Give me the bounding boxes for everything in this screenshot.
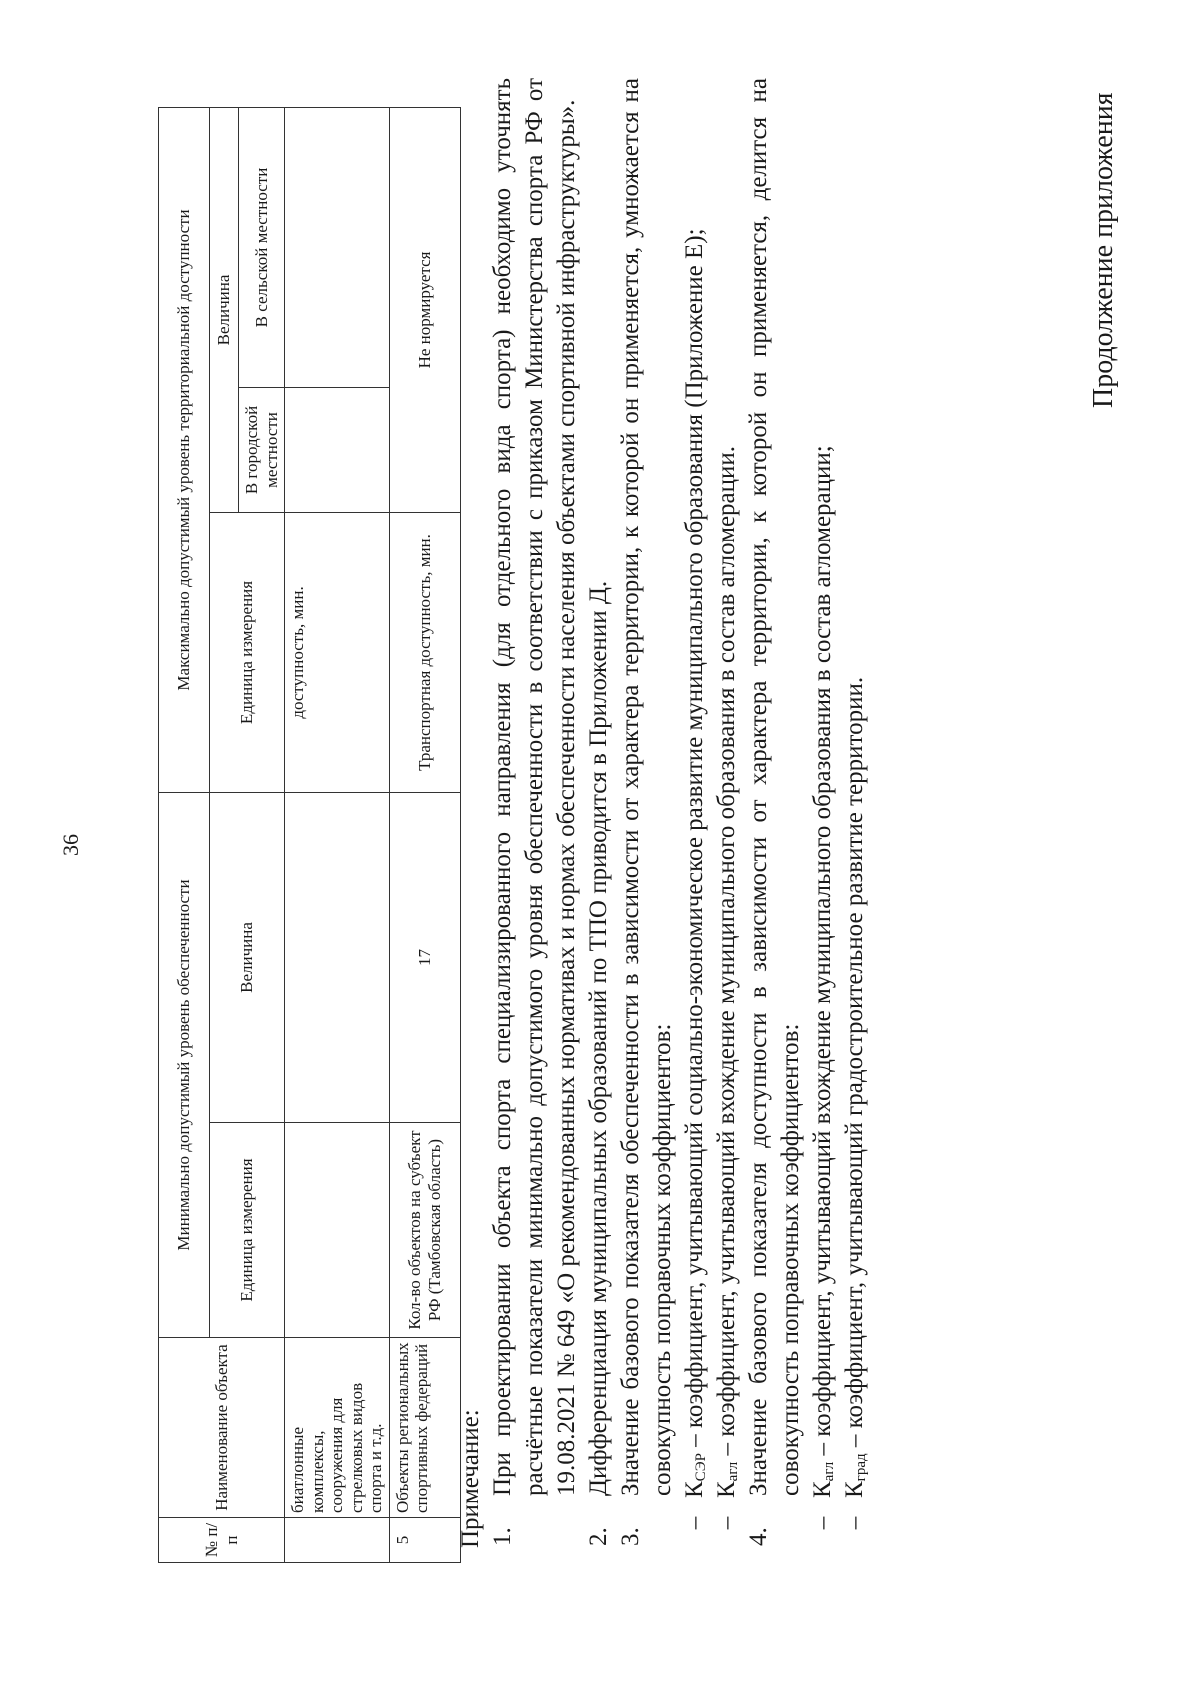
continuation-title: Продолжение приложения bbox=[1088, 92, 1119, 408]
note-text: Значение базового показателя обеспеченности в зависимости от характера территории, к которой он применяется, умножается на совокупность поправочных коэффициентов: bbox=[617, 78, 676, 1496]
header-unit: Единица измерения bbox=[210, 1123, 285, 1338]
header-num: № п/п bbox=[159, 1518, 285, 1563]
bullet-dash: – bbox=[681, 1516, 708, 1530]
note-text: При проектировании объекта спорта специализированного направления (для отдельного вида спорта) необходимо уточнять расчётные показатели минимально допустимого уровня обеспеченности в соответствии с приказом Министерства спорта РФ от 19.08.2021 № 649 «О рекомендованных нормативах и нормах обеспеченности населения объектами спортивной инфраструктуры». bbox=[489, 78, 580, 1496]
coefficient-symbol: К bbox=[681, 1481, 708, 1498]
coefficient-subscript: агл bbox=[821, 1461, 837, 1482]
header-min-level: Минимально допустимый уровень обеспеченности bbox=[159, 792, 210, 1337]
norms-table bbox=[158, 107, 461, 1563]
header-value: Величина bbox=[210, 792, 285, 1122]
coefficient-subscript: СЭР bbox=[693, 1453, 709, 1482]
table-row bbox=[389, 107, 460, 1562]
header-rural: В сельской местности bbox=[239, 107, 285, 387]
note-number: 1. bbox=[489, 1527, 516, 1546]
coefficient-subscript: град bbox=[853, 1453, 869, 1482]
coefficient-subscript: агл bbox=[725, 1461, 741, 1482]
header-name: Наименование объекта bbox=[159, 1338, 285, 1518]
note-text: Значение базового показателя доступности в зависимости от характера территории, к которой он применяется, делится на совокупность поправочных коэффициентов: bbox=[745, 78, 804, 1496]
cell-urban bbox=[285, 387, 390, 512]
cell-num bbox=[285, 1518, 390, 1563]
header-urban: В городской местности bbox=[239, 387, 285, 512]
table-row bbox=[285, 107, 390, 1562]
coefficient-text: – коэффициент, учитывающий социально-экономическое развитие муниципального образования (Приложение Е); bbox=[681, 228, 708, 1454]
header-max-level: Максимально допустимый уровень территориальной доступности bbox=[159, 107, 210, 792]
coefficient-text: – коэффициент, учитывающий градостроительное развитие территории. bbox=[841, 676, 868, 1454]
cell-num: 5 bbox=[389, 1518, 460, 1563]
bullet-dash: – bbox=[809, 1516, 836, 1530]
cell-access-unit: доступность, мин. bbox=[285, 512, 390, 792]
cell-name: биатлонные комплексы, сооружения для стрелковых видов спорта и т.д. bbox=[285, 1338, 390, 1518]
coefficient-item bbox=[807, 78, 839, 1548]
coefficient-item bbox=[679, 78, 711, 1548]
cell-value: 17 bbox=[389, 792, 460, 1122]
cell-unit bbox=[285, 1123, 390, 1338]
header-value2: Величина bbox=[210, 107, 239, 512]
coefficient-symbol: К bbox=[713, 1481, 740, 1498]
note-number: 4. bbox=[745, 1527, 772, 1546]
bullet-dash: – bbox=[841, 1516, 868, 1530]
coefficient-symbol: К bbox=[809, 1481, 836, 1498]
notes-title: Примечание: bbox=[457, 1409, 484, 1548]
cell-value bbox=[285, 792, 390, 1122]
cell-name: Объекты региональных спортивных федераций bbox=[389, 1338, 460, 1518]
coefficient-item bbox=[711, 78, 743, 1548]
notes-section bbox=[455, 78, 871, 1548]
note-item bbox=[487, 78, 583, 1548]
page-number: 36 bbox=[58, 834, 83, 856]
bullet-dash: – bbox=[713, 1516, 740, 1530]
note-number: 2. bbox=[585, 1527, 612, 1546]
coefficient-text: – коэффициент, учитывающий вхождение муниципального образования в состав агломерации; bbox=[809, 445, 836, 1462]
coefficient-text: – коэффициент, учитывающий вхождение муниципального образования в состав агломерации. bbox=[713, 445, 740, 1462]
header-unit2: Единица измерения bbox=[210, 512, 285, 792]
table-header-row bbox=[159, 107, 210, 1562]
coefficient-symbol: К bbox=[841, 1481, 868, 1498]
note-item bbox=[743, 78, 807, 1548]
note-item bbox=[615, 78, 679, 1548]
cell-rural bbox=[285, 107, 390, 387]
note-text: Дифференциация муниципальных образований по ТПО приводится в Приложении Д. bbox=[585, 580, 612, 1496]
cell-unit: Кол-во объектов на субъект РФ (Тамбовская область) bbox=[389, 1123, 460, 1338]
cell-access-unit: Транспортная доступность, мин. bbox=[389, 512, 460, 792]
cell-access-value: Не нормируется bbox=[389, 107, 460, 512]
note-number: 3. bbox=[617, 1527, 644, 1546]
note-item bbox=[583, 78, 615, 1548]
coefficient-item bbox=[839, 78, 871, 1548]
